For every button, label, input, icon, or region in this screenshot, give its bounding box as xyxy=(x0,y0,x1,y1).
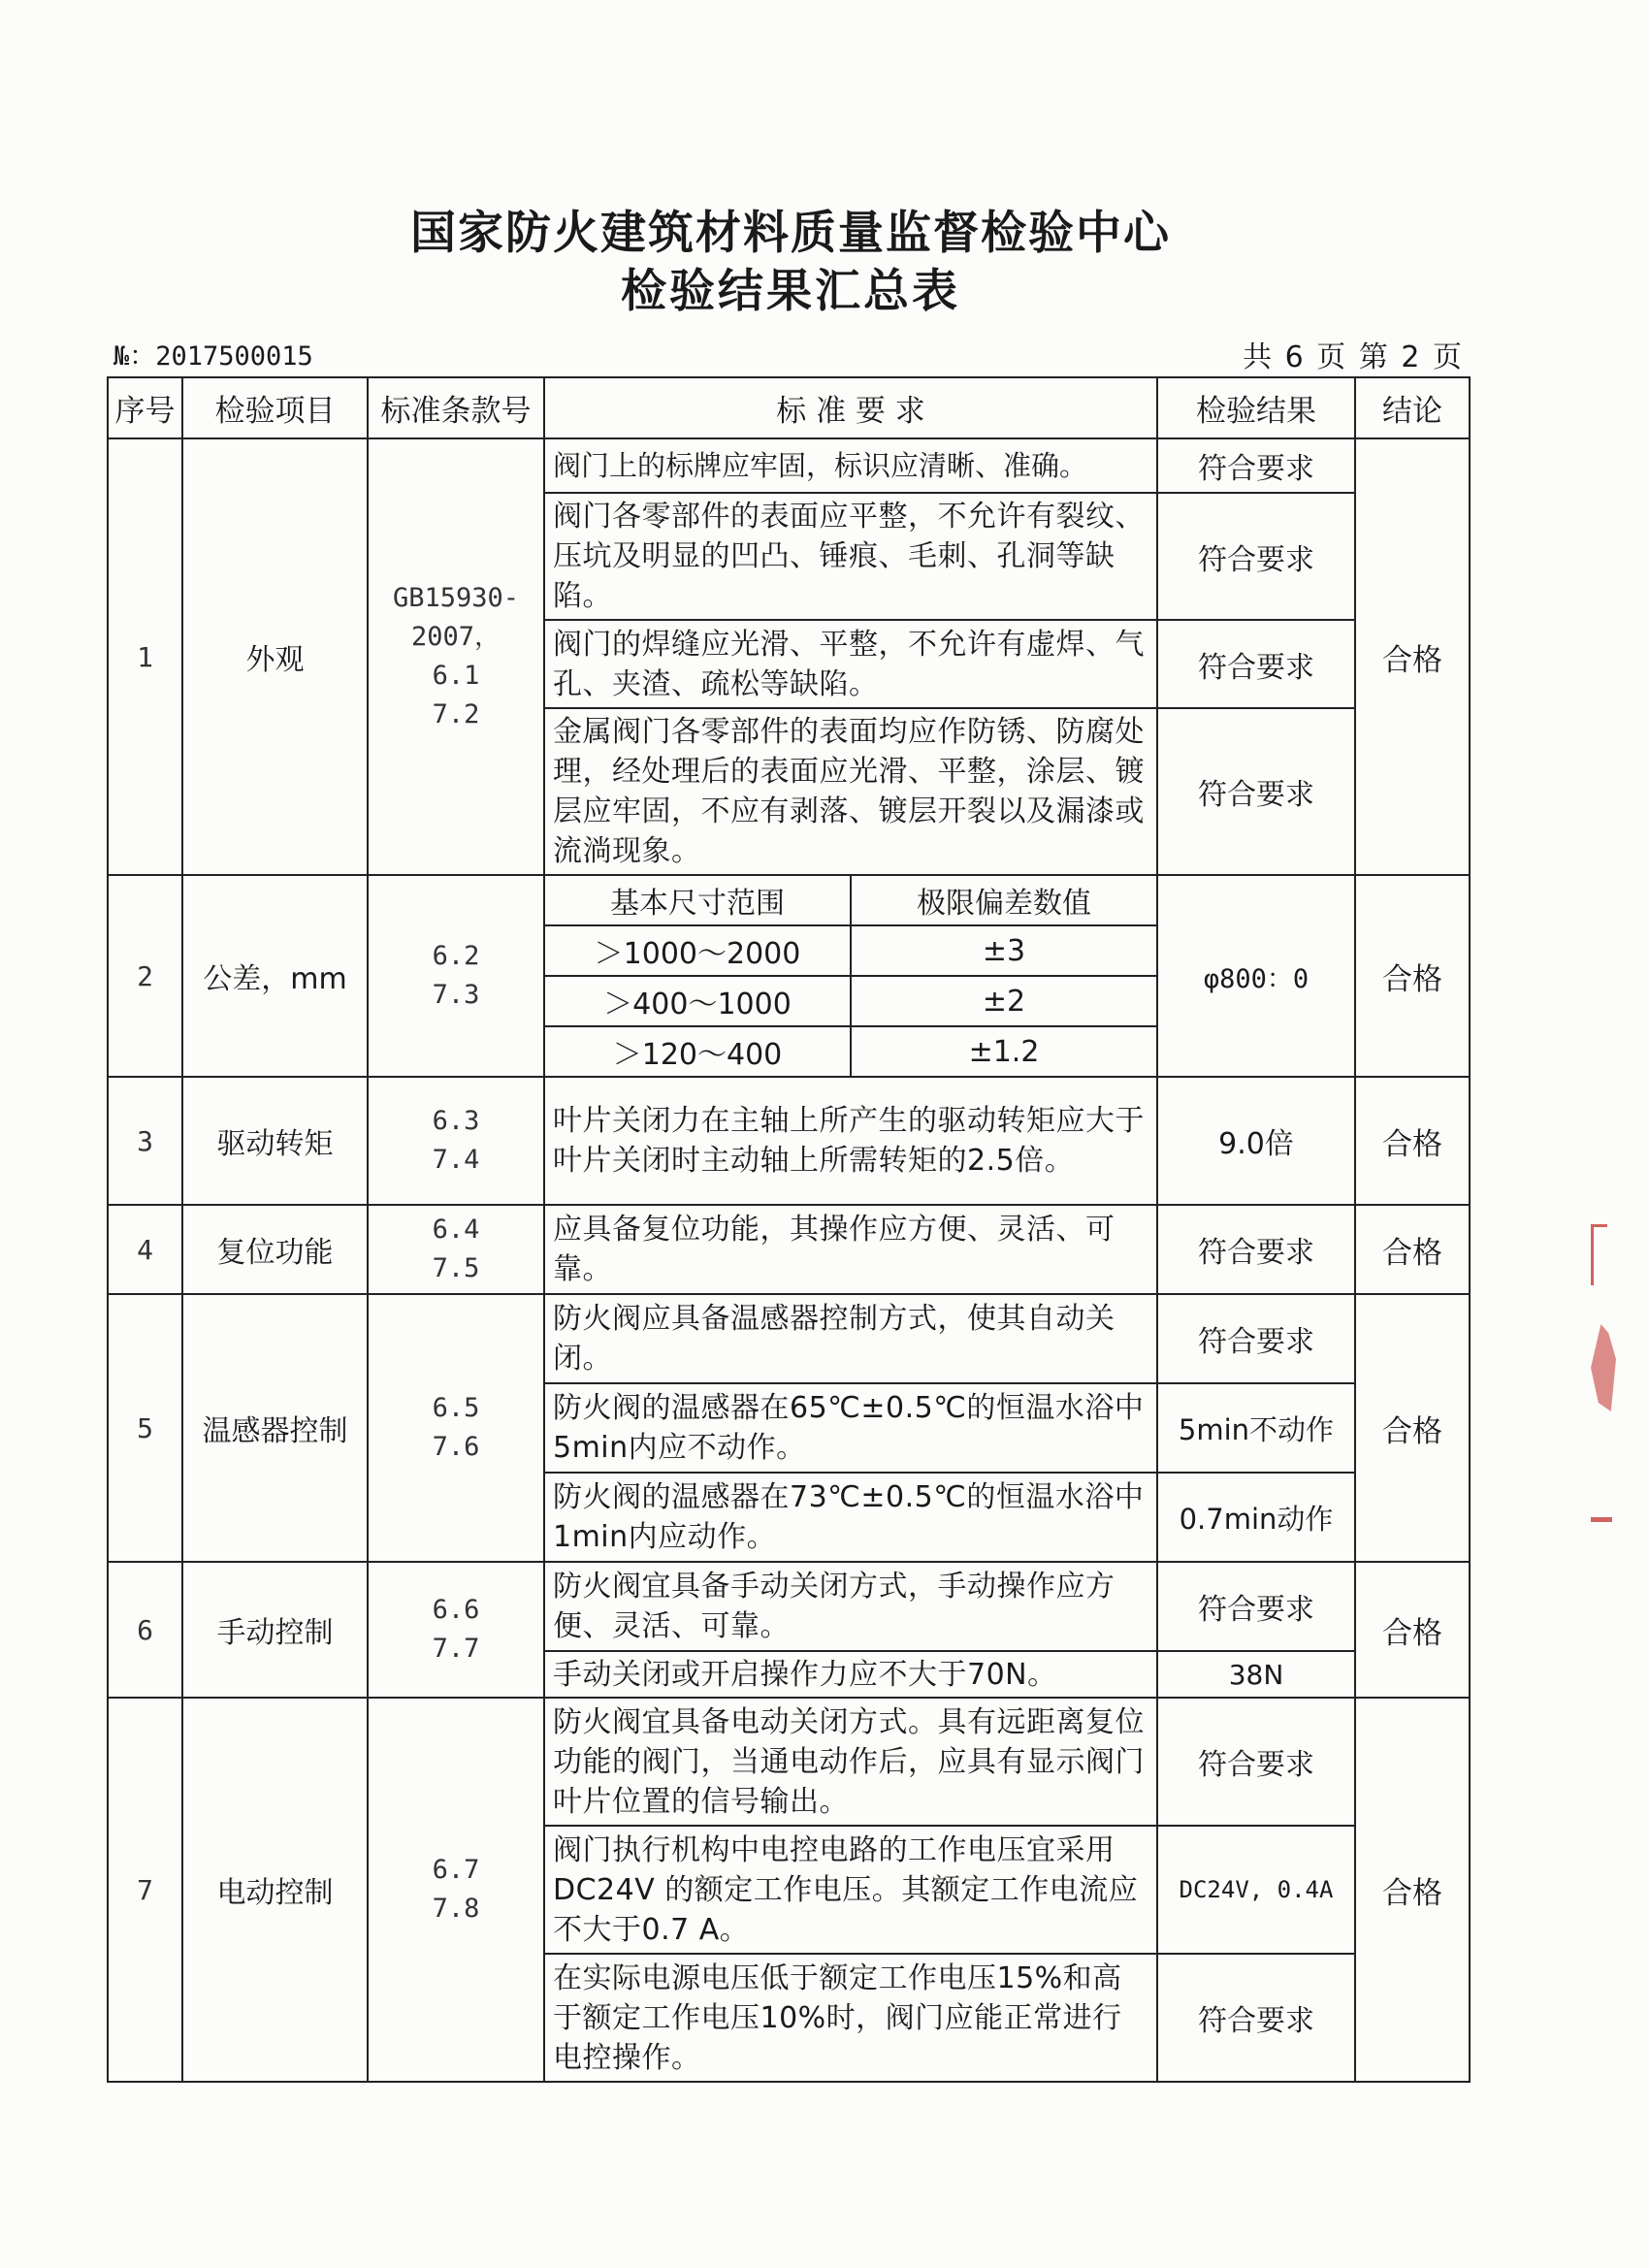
col-header-item: 检验项目 xyxy=(182,377,368,438)
standard-clause xyxy=(368,1077,544,1205)
tolerance-header-deviation: 极限偏差数值 xyxy=(851,876,1156,925)
test-result: 符合要求 xyxy=(1157,1205,1355,1294)
requirement-text: 阀门执行机构中电控电路的工作电压宜采用 DC24V 的额定工作电压。其额定工作电流应不大于0.7 A。 xyxy=(544,1826,1157,1954)
row-number: 5 xyxy=(108,1294,182,1562)
test-item: 外观 xyxy=(182,438,368,875)
tolerance-table xyxy=(545,876,1156,1076)
seal-fragment-mark xyxy=(1591,1224,1607,1285)
clause-line: 6.4 xyxy=(432,1215,480,1245)
clause-line: 6.3 xyxy=(432,1106,480,1136)
row-number: 2 xyxy=(108,875,182,1077)
conclusion: 合格 xyxy=(1355,875,1470,1077)
results-table xyxy=(107,376,1471,2083)
test-result: 9.0倍 xyxy=(1157,1077,1355,1205)
conclusion: 合格 xyxy=(1355,1077,1470,1205)
test-item: 电动控制 xyxy=(182,1698,368,2082)
row-number: 6 xyxy=(108,1562,182,1698)
requirement-text: 防火阀宜具备手动关闭方式，手动操作应方便、灵活、可靠。 xyxy=(544,1562,1157,1651)
test-result: 符合要求 xyxy=(1157,1698,1355,1826)
test-result: 符合要求 xyxy=(1157,493,1355,620)
requirement-text: 手动关闭或开启操作力应不大于70N。 xyxy=(544,1651,1157,1698)
test-result: 符合要求 xyxy=(1157,438,1355,493)
standard-clause xyxy=(368,1562,544,1698)
row-number: 3 xyxy=(108,1077,182,1205)
conclusion: 合格 xyxy=(1355,438,1470,875)
page-subtitle: 检验结果汇总表 xyxy=(621,265,960,318)
col-header-no: 序号 xyxy=(108,377,182,438)
page-info: 共 6 页 第 2 页 xyxy=(1243,340,1462,374)
standard-clause xyxy=(368,1294,544,1562)
tolerance-row xyxy=(545,976,1156,1026)
requirement-text: 叶片关闭力在主轴上所产生的驱动转矩应大于叶片关闭时主动轴上所需转矩的2.5倍。 xyxy=(544,1077,1157,1205)
clause-line: 6.2 xyxy=(432,941,480,971)
clause-line: 7.5 xyxy=(432,1253,480,1283)
clause-line: 7.3 xyxy=(432,980,480,1010)
requirement-text: 在实际电源电压低于额定工作电压15%和高于额定工作电压10%时，阀门应能正常进行电控操作。 xyxy=(544,1954,1157,2082)
page-title: 国家防火建筑材料质量监督检验中心 xyxy=(410,207,1171,260)
requirement-text: 阀门上的标牌应牢固，标识应清晰、准确。 xyxy=(544,438,1157,493)
conclusion: 合格 xyxy=(1355,1205,1470,1294)
tolerance-deviation: ±3 xyxy=(851,925,1156,976)
test-item: 驱动转矩 xyxy=(182,1077,368,1205)
table-row xyxy=(108,875,1470,1077)
table-row xyxy=(108,1294,1470,1383)
tolerance-row xyxy=(545,925,1156,976)
tolerance-header-row xyxy=(545,876,1156,925)
clause-line: 7.2 xyxy=(432,699,480,729)
table-header-row xyxy=(108,377,1470,438)
requirement-text: 防火阀宜具备电动关闭方式。具有远距离复位功能的阀门，当通电动作后，应具有显示阀门叶片位置的信号输出。 xyxy=(544,1698,1157,1826)
tolerance-deviation: ±2 xyxy=(851,976,1156,1026)
title-block xyxy=(0,206,1581,320)
test-item: 手动控制 xyxy=(182,1562,368,1698)
clause-line: 7.4 xyxy=(432,1145,480,1175)
row-number: 7 xyxy=(108,1698,182,2082)
test-result: 5min不动作 xyxy=(1157,1383,1355,1473)
tolerance-deviation: ±1.2 xyxy=(851,1026,1156,1076)
test-result: 0.7min动作 xyxy=(1157,1473,1355,1562)
tolerance-range: ＞1000～2000 xyxy=(545,925,851,976)
clause-line: 7.6 xyxy=(432,1432,480,1462)
table-row xyxy=(108,1562,1470,1651)
row-number: 1 xyxy=(108,438,182,875)
col-header-conclusion: 结论 xyxy=(1355,377,1470,438)
test-result: 符合要求 xyxy=(1157,1954,1355,2082)
clause-line: 6.5 xyxy=(432,1393,480,1423)
requirement-text: 防火阀应具备温感器控制方式，使其自动关闭。 xyxy=(544,1294,1157,1383)
clause-line: 6.6 xyxy=(432,1595,480,1625)
test-result: DC24V, 0.4A xyxy=(1157,1826,1355,1954)
test-result: 符合要求 xyxy=(1157,1294,1355,1383)
requirement-text: 应具备复位功能，其操作应方便、灵活、可靠。 xyxy=(544,1205,1157,1294)
test-result: φ800：0 xyxy=(1157,875,1355,1077)
test-result: 符合要求 xyxy=(1157,1562,1355,1651)
standard-clause xyxy=(368,1205,544,1294)
clause-line: 7.8 xyxy=(432,1894,480,1924)
table-row xyxy=(108,1077,1470,1205)
conclusion: 合格 xyxy=(1355,1698,1470,2082)
test-item: 复位功能 xyxy=(182,1205,368,1294)
requirement-text: 阀门的焊缝应光滑、平整，不允许有虚焊、气孔、夹渣、疏松等缺陷。 xyxy=(544,620,1157,708)
tolerance-range: ＞120～400 xyxy=(545,1026,851,1076)
tolerance-row xyxy=(545,1026,1156,1076)
clause-line: 6.7 xyxy=(432,1855,480,1885)
document-number: №：2017500015 xyxy=(113,341,313,372)
seal-fragment-mark xyxy=(1591,1517,1612,1522)
row-number: 4 xyxy=(108,1205,182,1294)
seal-fragment-mark xyxy=(1591,1324,1616,1411)
requirement-text: 阀门各零部件的表面应平整，不允许有裂纹、压坑及明显的凹凸、锤痕、毛刺、孔洞等缺陷。 xyxy=(544,493,1157,620)
clause-line: GB15930- xyxy=(392,583,520,613)
col-header-result: 检验结果 xyxy=(1157,377,1355,438)
standard-clause xyxy=(368,875,544,1077)
col-header-clause: 标准条款号 xyxy=(368,377,544,438)
test-item: 温感器控制 xyxy=(182,1294,368,1562)
test-result: 38N xyxy=(1157,1651,1355,1698)
clause-line: 7.7 xyxy=(432,1634,480,1664)
clause-line: 2007， xyxy=(410,622,501,652)
clause-line: 6.1 xyxy=(432,661,480,691)
conclusion: 合格 xyxy=(1355,1294,1470,1562)
tolerance-range: ＞400～1000 xyxy=(545,976,851,1026)
table-row xyxy=(108,1205,1470,1294)
test-item: 公差，mm xyxy=(182,875,368,1077)
table-row xyxy=(108,438,1470,493)
tolerance-cell xyxy=(544,875,1157,1077)
requirement-text: 防火阀的温感器在65℃±0.5℃的恒温水浴中5min内应不动作。 xyxy=(544,1383,1157,1473)
test-result: 符合要求 xyxy=(1157,620,1355,708)
requirement-text: 金属阀门各零部件的表面均应作防锈、防腐处理，经处理后的表面应光滑、平整，涂层、镀层应牢固，不应有剥落、镀层开裂以及漏漆或流淌现象。 xyxy=(544,708,1157,875)
tolerance-header-range: 基本尺寸范围 xyxy=(545,876,851,925)
conclusion: 合格 xyxy=(1355,1562,1470,1698)
table-row xyxy=(108,1698,1470,1826)
standard-clause xyxy=(368,438,544,875)
test-result: 符合要求 xyxy=(1157,708,1355,875)
requirement-text: 防火阀的温感器在73℃±0.5℃的恒温水浴中1min内应动作。 xyxy=(544,1473,1157,1562)
standard-clause xyxy=(368,1698,544,2082)
col-header-requirement: 标 准 要 求 xyxy=(544,377,1157,438)
